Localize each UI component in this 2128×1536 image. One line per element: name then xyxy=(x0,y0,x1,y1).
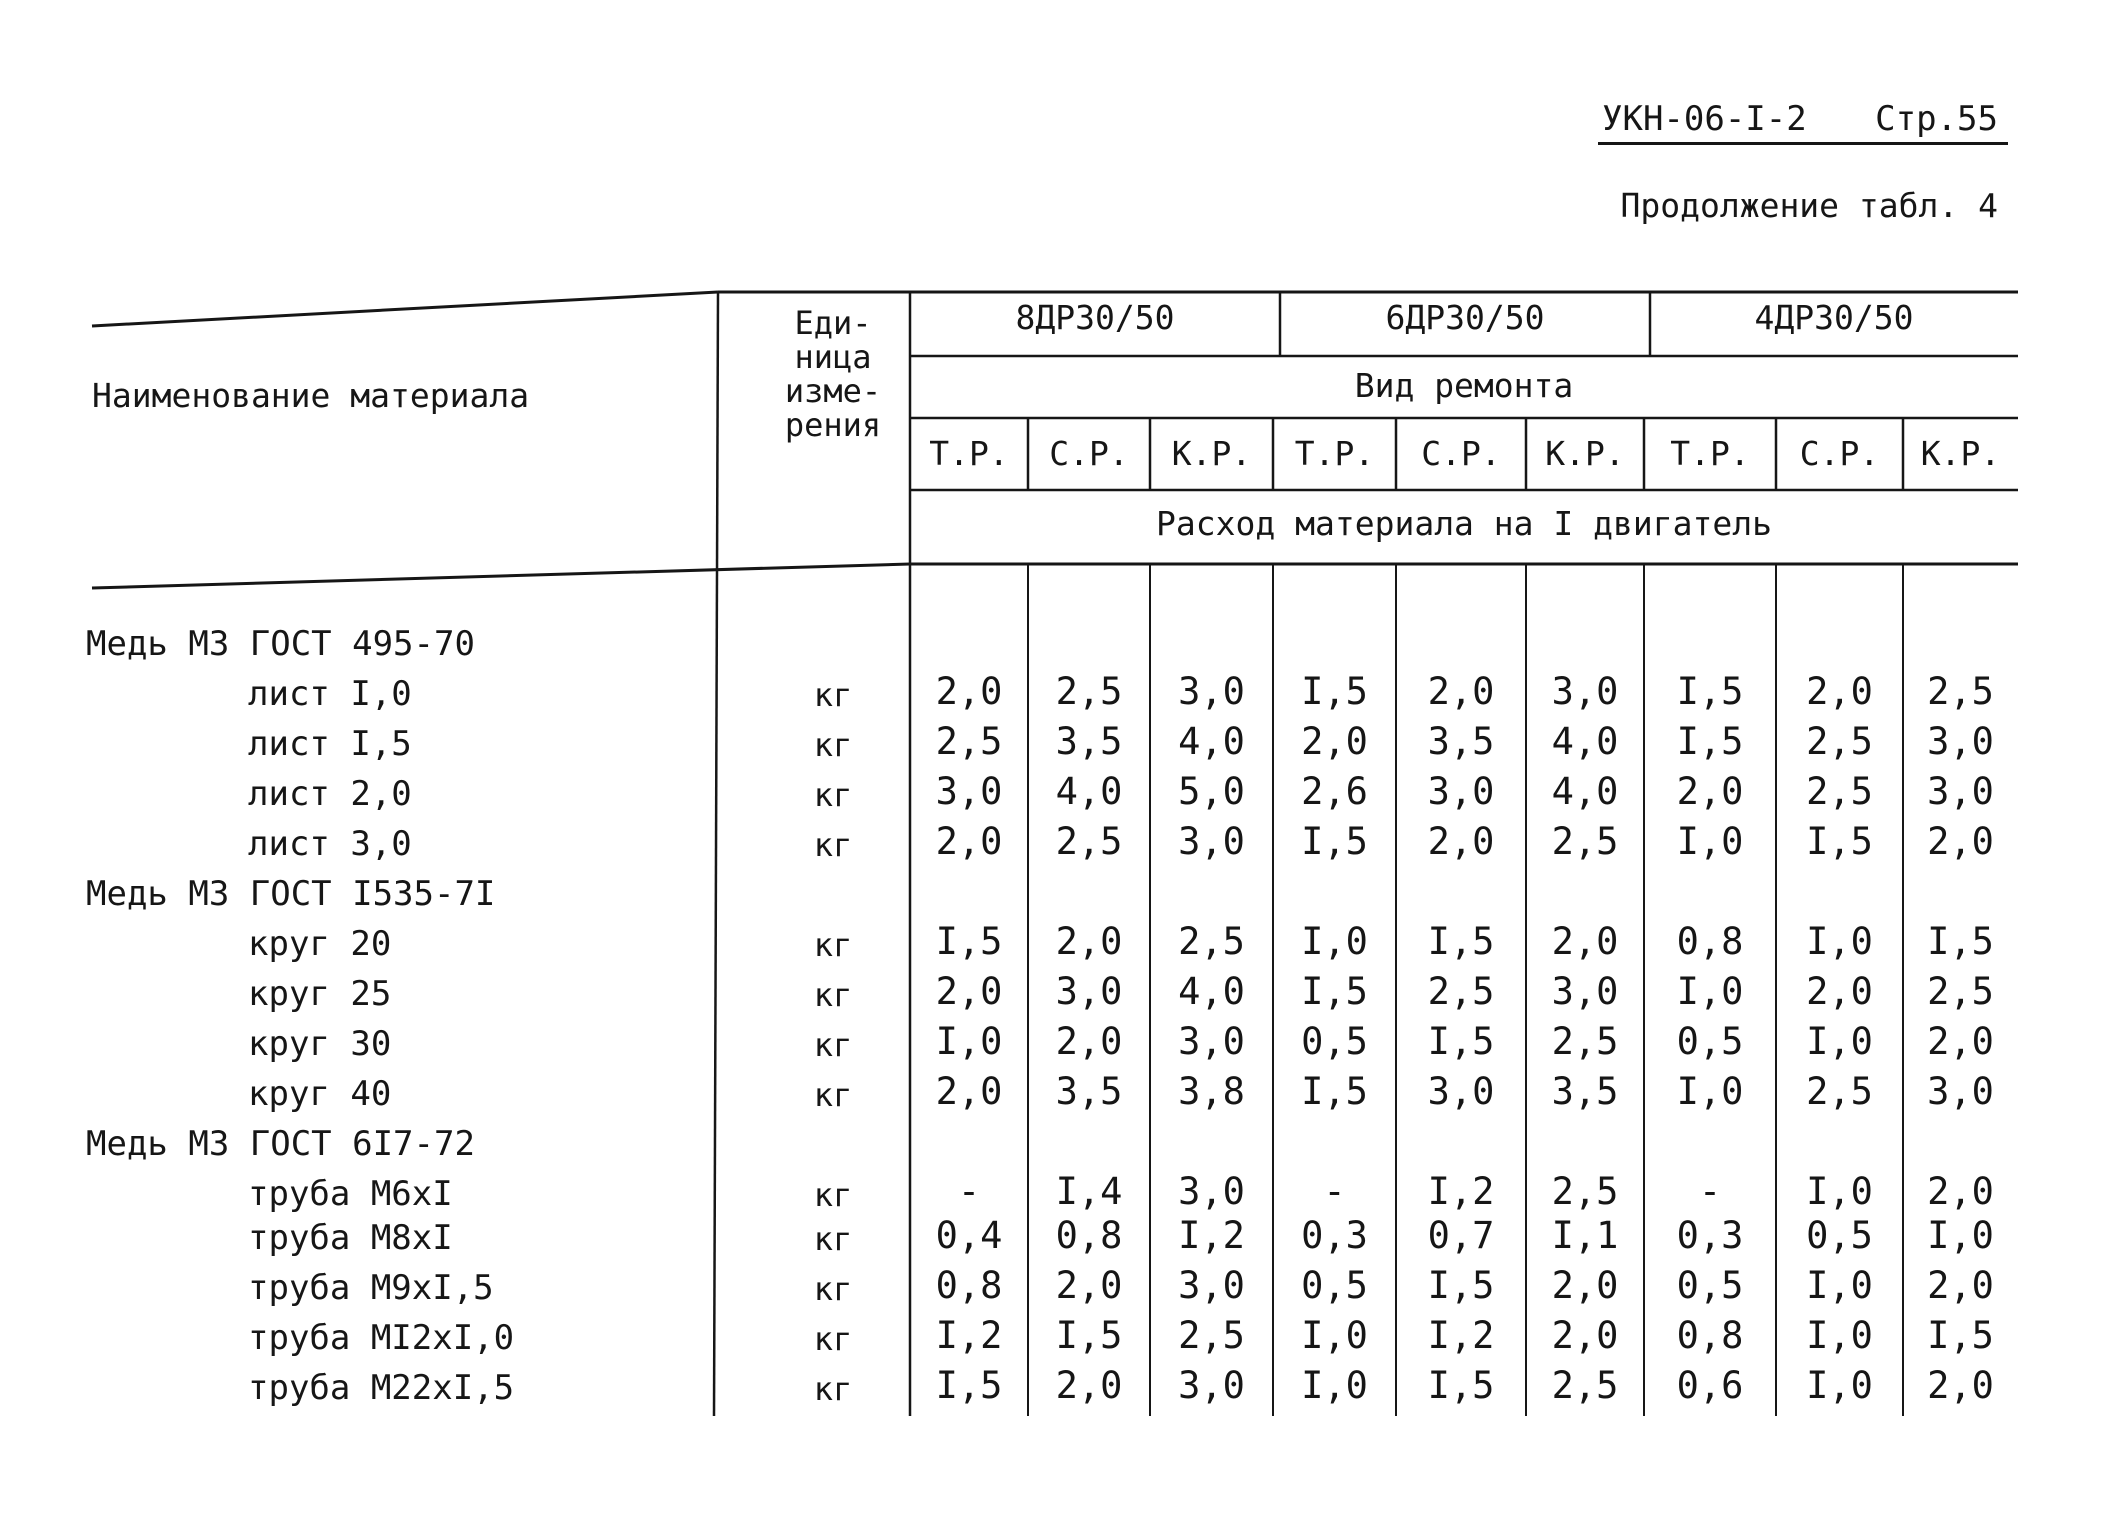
unit-header-line: ница xyxy=(794,338,872,376)
value-cell: I,0 xyxy=(1806,1020,1873,1063)
value-cell: 2,5 xyxy=(1551,1364,1619,1407)
value-cell: I,5 xyxy=(1676,670,1744,713)
value-cell: 4,0 xyxy=(1178,970,1245,1013)
value-cell: 4,0 xyxy=(1551,720,1619,763)
value-cell: I,2 xyxy=(1427,1170,1495,1213)
value-cell: 2,0 xyxy=(1055,1364,1123,1407)
value-cell: 0,8 xyxy=(1676,920,1744,963)
engine-header-4dr: 4ДР30/50 xyxy=(1754,298,1914,337)
value-cell: 2,0 xyxy=(1301,720,1368,763)
value-cell: 2,0 xyxy=(1055,1020,1123,1063)
value-cell: I,5 xyxy=(1676,720,1744,763)
value-cell: 0,7 xyxy=(1427,1214,1495,1257)
value-cell: 2,5 xyxy=(1178,920,1245,963)
value-cell: I,5 xyxy=(1806,820,1873,863)
material-name: труба МI2хI,0 xyxy=(248,1318,515,1358)
value-cell: I,0 xyxy=(1301,920,1368,963)
value-cell: I,0 xyxy=(1676,820,1744,863)
value-cell: 0,5 xyxy=(1301,1264,1368,1307)
material-name: лист 3,0 xyxy=(248,824,412,864)
value-cell: 2,6 xyxy=(1301,770,1368,813)
repair-kind-header: Т.Р. xyxy=(1294,434,1375,473)
value-cell: I,2 xyxy=(935,1314,1003,1357)
material-name: лист 2,0 xyxy=(248,774,412,814)
material-name: круг 30 xyxy=(248,1024,392,1064)
repair-kind-header: Т.Р. xyxy=(929,434,1009,473)
repair-type-header: Вид ремонта xyxy=(1354,366,1574,405)
material-name: круг 40 xyxy=(248,1074,392,1114)
value-cell: 3,0 xyxy=(1055,970,1123,1013)
unit-cell: кг xyxy=(813,676,853,714)
value-cell: 0,6 xyxy=(1676,1364,1744,1407)
value-cell: 3,0 xyxy=(1927,1070,1994,1113)
value-cell: 2,5 xyxy=(1551,1020,1619,1063)
value-cell: I,5 xyxy=(1927,1314,1994,1357)
value-cell: I,5 xyxy=(1055,1314,1123,1357)
value-cell: 2,5 xyxy=(1055,820,1123,863)
value-cell: I,0 xyxy=(1301,1314,1368,1357)
value-cell: 2,0 xyxy=(1551,1264,1619,1307)
value-cell: 2,0 xyxy=(1927,1264,1994,1307)
value-cell: I,5 xyxy=(1301,820,1368,863)
value-cell: I,5 xyxy=(1301,970,1368,1013)
value-cell: 2,5 xyxy=(1178,1314,1245,1357)
value-cell: 0,3 xyxy=(1676,1214,1744,1257)
value-cell: 2,0 xyxy=(1055,920,1123,963)
material-name: круг 25 xyxy=(248,974,392,1014)
unit-cell: кг xyxy=(813,726,853,764)
value-cell: 0,3 xyxy=(1301,1214,1368,1257)
value-cell: 2,5 xyxy=(1551,1170,1619,1213)
material-name: труба М22хI,5 xyxy=(248,1368,515,1408)
unit-cell: кг xyxy=(813,976,853,1014)
material-name: труба М6хI xyxy=(248,1174,453,1214)
value-cell: 2,5 xyxy=(1927,970,1994,1013)
material-group-name: Медь М3 ГОСТ 6I7-72 xyxy=(86,1124,475,1164)
value-cell: I,5 xyxy=(935,920,1003,963)
material-name: труба М8хI xyxy=(248,1218,453,1258)
value-cell: I,5 xyxy=(1427,1264,1495,1307)
value-cell: 3,0 xyxy=(935,770,1003,813)
value-cell: 3,0 xyxy=(1551,970,1619,1013)
value-cell: 0,4 xyxy=(935,1214,1003,1257)
value-cell: 2,0 xyxy=(1927,1170,1994,1213)
value-cell: I,0 xyxy=(1301,1364,1368,1407)
table-continuation-note: Продолжение табл. 4 xyxy=(1620,186,1998,225)
unit-cell: кг xyxy=(813,1176,853,1214)
value-cell: 0,5 xyxy=(1301,1020,1368,1063)
value-cell: 4,0 xyxy=(1551,770,1619,813)
value-cell: 2,0 xyxy=(1927,1020,1994,1063)
value-cell: I,0 xyxy=(1806,1170,1873,1213)
value-cell: 3,5 xyxy=(1055,720,1123,763)
engine-header-8dr: 8ДР30/50 xyxy=(1015,298,1175,337)
value-cell: I,5 xyxy=(1427,1020,1495,1063)
value-cell: I,0 xyxy=(1806,1264,1873,1307)
value-cell: 0,8 xyxy=(1676,1314,1744,1357)
repair-kind-header: С.Р. xyxy=(1049,434,1129,473)
value-cell: I,0 xyxy=(1676,970,1744,1013)
value-cell: I,0 xyxy=(1676,1070,1744,1113)
value-cell: 2,0 xyxy=(935,670,1003,713)
value-cell: I,4 xyxy=(1055,1170,1123,1213)
value-cell: I,5 xyxy=(1927,920,1994,963)
document-code: УКН-06-I-2 xyxy=(1602,99,1807,139)
value-cell: 2,5 xyxy=(1806,770,1873,813)
material-name: лист I,0 xyxy=(248,674,412,714)
value-cell: 3,0 xyxy=(1178,1020,1245,1063)
value-cell: 3,0 xyxy=(1427,1070,1495,1113)
value-cell: I,5 xyxy=(1301,1070,1368,1113)
unit-cell: кг xyxy=(813,776,853,814)
value-cell: 2,0 xyxy=(1806,970,1873,1013)
unit-cell: кг xyxy=(813,1370,853,1408)
value-cell: 3,5 xyxy=(1427,720,1495,763)
value-cell: I,0 xyxy=(1806,920,1873,963)
repair-kind-header: К.Р. xyxy=(1545,434,1625,473)
repair-kind-header: Т.Р. xyxy=(1670,434,1750,473)
value-cell: I,1 xyxy=(1551,1214,1619,1257)
value-cell: 2,5 xyxy=(1055,670,1123,713)
unit-header xyxy=(738,306,928,442)
repair-kind-header: К.Р. xyxy=(1920,434,2001,473)
value-cell: 3,0 xyxy=(1178,1170,1245,1213)
page-reference xyxy=(1598,96,2008,145)
value-cell: 2,0 xyxy=(1676,770,1744,813)
unit-header-line: Еди- xyxy=(794,304,872,342)
repair-kind-header: С.Р. xyxy=(1799,434,1880,473)
value-cell: 2,5 xyxy=(1806,1070,1873,1113)
repair-kind-header: С.Р. xyxy=(1421,434,1501,473)
value-cell: I,5 xyxy=(1427,1364,1495,1407)
value-cell: 0,5 xyxy=(1676,1264,1744,1307)
value-cell: 3,5 xyxy=(1551,1070,1619,1113)
value-cell: 3,0 xyxy=(1178,820,1245,863)
value-cell: 2,0 xyxy=(1927,820,1994,863)
value-cell: - xyxy=(1323,1170,1346,1213)
material-group-name: Медь М3 ГОСТ I535-7I xyxy=(86,874,496,914)
value-cell: - xyxy=(1698,1170,1722,1213)
value-cell: 0,8 xyxy=(1055,1214,1123,1257)
value-cell: 0,8 xyxy=(935,1264,1003,1307)
value-cell: 2,0 xyxy=(1055,1264,1123,1307)
unit-cell: кг xyxy=(813,1270,853,1308)
value-cell: I,0 xyxy=(935,1020,1003,1063)
value-cell: 2,0 xyxy=(935,820,1003,863)
value-cell: 3,0 xyxy=(1551,670,1619,713)
unit-header-line: рения xyxy=(784,406,882,444)
value-cell: 2,0 xyxy=(1806,670,1873,713)
table-top-rule xyxy=(92,292,718,326)
value-cell: I,2 xyxy=(1427,1314,1495,1357)
unit-cell: кг xyxy=(813,926,853,964)
value-cell: 3,0 xyxy=(1178,1364,1245,1407)
value-cell: I,0 xyxy=(1806,1314,1873,1357)
header-bottom-rule xyxy=(92,564,910,588)
material-group-name: Медь М3 ГОСТ 495-70 xyxy=(86,624,475,664)
value-cell: 2,5 xyxy=(1927,670,1994,713)
value-cell: 3,5 xyxy=(1055,1070,1123,1113)
value-cell: I,2 xyxy=(1178,1214,1245,1257)
unit-header-line: изме- xyxy=(784,372,882,410)
unit-cell: кг xyxy=(813,1026,853,1064)
value-cell: 2,0 xyxy=(1427,820,1495,863)
value-cell: I,0 xyxy=(1806,1364,1873,1407)
value-cell: 5,0 xyxy=(1178,770,1245,813)
material-name: лист I,5 xyxy=(248,724,412,764)
value-cell: 2,0 xyxy=(1427,670,1495,713)
value-cell: I,5 xyxy=(935,1364,1003,1407)
value-cell: - xyxy=(957,1170,981,1213)
value-cell: 3,8 xyxy=(1178,1070,1245,1113)
value-cell: 3,0 xyxy=(1927,720,1994,763)
value-cell: 3,0 xyxy=(1178,670,1245,713)
value-cell: 2,5 xyxy=(1427,970,1495,1013)
value-cell: 2,5 xyxy=(935,720,1003,763)
repair-kind-header: К.Р. xyxy=(1171,434,1252,473)
value-cell: 2,0 xyxy=(935,970,1003,1013)
value-cell: I,5 xyxy=(1427,920,1495,963)
value-cell: 4,0 xyxy=(1055,770,1123,813)
value-cell: 2,5 xyxy=(1551,820,1619,863)
unit-cell: кг xyxy=(813,1076,853,1114)
value-cell: 2,5 xyxy=(1806,720,1873,763)
value-cell: 3,0 xyxy=(1178,1264,1245,1307)
material-consumption-table xyxy=(88,286,2018,1436)
value-cell: 4,0 xyxy=(1178,720,1245,763)
unit-cell: кг xyxy=(813,1220,853,1258)
engine-header-6dr: 6ДР30/50 xyxy=(1385,298,1545,337)
value-cell: 2,0 xyxy=(1551,920,1619,963)
value-cell: I,0 xyxy=(1927,1214,1994,1257)
page-number: Стр.55 xyxy=(1875,99,1998,139)
value-cell: 2,0 xyxy=(935,1070,1003,1113)
material-name-header: Наименование материала xyxy=(92,376,530,415)
unit-cell: кг xyxy=(813,826,853,864)
value-cell: 3,0 xyxy=(1927,770,1994,813)
value-cell: 2,0 xyxy=(1927,1364,1994,1407)
value-cell: 2,0 xyxy=(1551,1314,1619,1357)
value-cell: 0,5 xyxy=(1676,1020,1744,1063)
material-name: труба М9хI,5 xyxy=(248,1268,494,1308)
value-cell: I,5 xyxy=(1301,670,1368,713)
material-name: круг 20 xyxy=(248,924,392,964)
unit-column-border xyxy=(714,292,718,1416)
value-cell: 0,5 xyxy=(1806,1214,1873,1257)
value-cell: 3,0 xyxy=(1427,770,1495,813)
unit-cell: кг xyxy=(813,1320,853,1358)
consumption-header: Расход материала на I двигатель xyxy=(1156,504,1772,543)
